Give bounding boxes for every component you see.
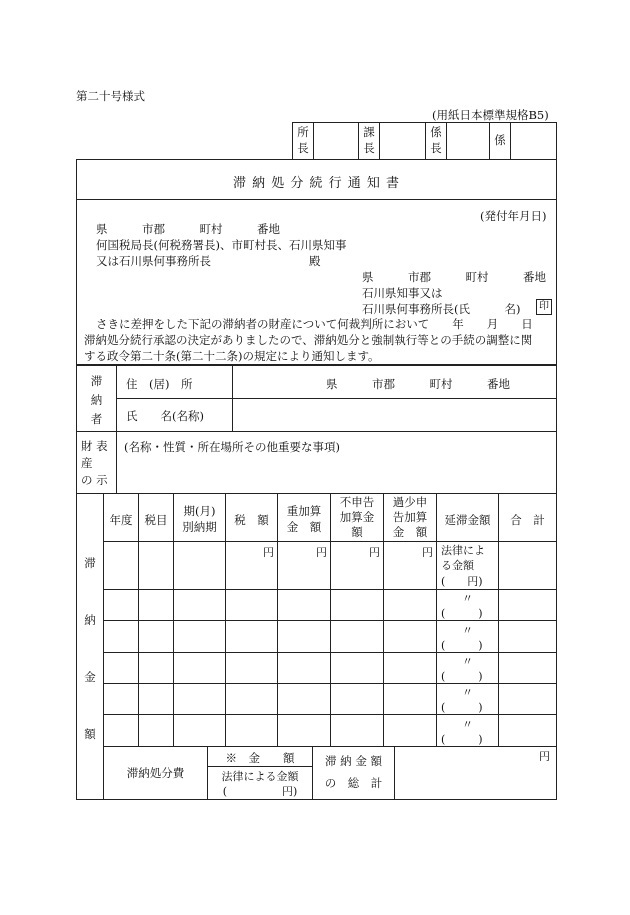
- ditto-5: 〃: [462, 718, 473, 731]
- debtor-label: 滞 納 者: [90, 374, 103, 426]
- header-tax-amount: 税 額: [234, 513, 269, 527]
- body-text-line1: さきに差押をした下記の滞納者の財産について何裁判所において 年 月 日: [96, 317, 533, 331]
- debtor-address-value: 県 市郡 町村 番地: [326, 377, 510, 391]
- footer-legal-paren: ( 円): [222, 785, 298, 798]
- approval-section-chief: 課 長: [363, 125, 375, 155]
- legal-amount-text: 法律によ る金額: [441, 544, 485, 572]
- ditto-1: 〃: [462, 592, 473, 605]
- note-amount-label: ※ 金 額: [225, 751, 295, 765]
- approval-staff: 係: [494, 133, 506, 147]
- header-year: 年度: [109, 513, 133, 527]
- issue-date: (発付年月日): [480, 209, 547, 223]
- addressee-line2: 又は石川県何事務所長: [96, 254, 211, 268]
- ditto-2: 〃: [462, 624, 473, 637]
- total-yen: 円: [539, 750, 550, 763]
- ditto-4: 〃: [462, 686, 473, 699]
- header-delinquency: 延滞金額: [444, 513, 491, 527]
- addressee-honorific: 殿: [309, 254, 321, 268]
- header-total: 合 計: [510, 513, 545, 527]
- document-title: 滞 納 処 分 続 行 通 知 書: [232, 176, 401, 191]
- total-label-b: の 総 計: [324, 776, 383, 790]
- debtor-name-label: 氏 名(名称): [126, 409, 204, 423]
- sender-line1: 石川県知事又は: [362, 286, 443, 300]
- yen-under-return: 円: [422, 546, 433, 559]
- approval-chief: 所 長: [297, 125, 309, 155]
- addressee-address: 県 市郡 町村 番地: [96, 222, 280, 236]
- ditto-paren-5: ( ): [441, 733, 483, 746]
- property-description: (名称・性質・所在場所その他重要な事項): [124, 440, 340, 454]
- sender-address: 県 市郡 町村 番地: [362, 270, 546, 284]
- seal-mark: 印: [536, 299, 552, 315]
- approval-sub-chief: 係 長: [430, 125, 442, 155]
- yen-tax: 円: [263, 546, 274, 559]
- addressee-line1: 何国税局長(何税務署長)、市町村長、石川県知事: [96, 238, 347, 252]
- ditto-3: 〃: [462, 655, 473, 668]
- header-tax-item: 税目: [144, 513, 168, 527]
- ditto-paren-1: ( ): [441, 607, 483, 620]
- yen-no-return: 円: [369, 546, 380, 559]
- amounts-label-4: 額: [84, 727, 96, 741]
- sender-line2: 石川県何事務所長(氏 名): [362, 302, 521, 316]
- expense-label: 滞納処分費: [126, 766, 185, 780]
- ditto-paren-4: ( ): [441, 701, 483, 714]
- yen-heavy: 円: [316, 546, 327, 559]
- amounts-label-3: 金: [84, 670, 96, 684]
- amounts-label-1: 滞: [84, 556, 96, 570]
- legal-amount-paren: ( 円): [441, 575, 483, 588]
- ditto-paren-3: ( ): [441, 670, 483, 683]
- body-text-line3: する政令第二十条(第二十二条)の規定により通知します。: [84, 349, 380, 363]
- body-text-line2: 滞納処分続行承認の決定がありましたので、滞納処分と強制執行等との手続の調整に関: [84, 333, 533, 347]
- header-heavy-add: 重加算 金 額: [286, 504, 322, 534]
- form-number: 第二十号様式: [76, 89, 145, 103]
- footer-legal-amount: 法律による金額: [221, 770, 299, 783]
- paper-size-note: (用紙日本標準規格B5): [432, 108, 549, 122]
- header-period: 期(月) 別納期: [182, 504, 217, 534]
- property-label: 財 表 産 の 示: [81, 439, 108, 487]
- header-under-return: 過少申 告加算 金 額: [392, 495, 428, 539]
- total-label-a: 滞 納 金 額: [325, 754, 382, 768]
- header-no-return: 不申告 加算金 額: [339, 495, 375, 539]
- debtor-address-label: 住 (居) 所: [126, 377, 193, 391]
- amounts-label-2: 納: [84, 613, 96, 627]
- ditto-paren-2: ( ): [441, 639, 483, 652]
